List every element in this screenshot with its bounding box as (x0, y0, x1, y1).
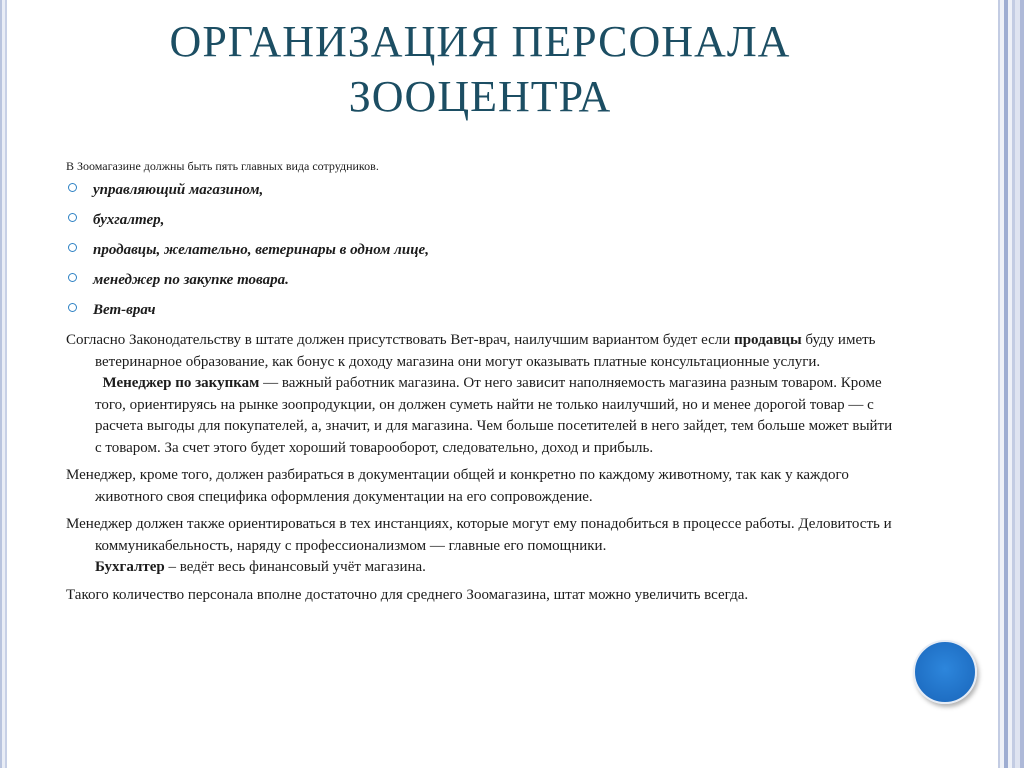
paragraph-text: буду иметь ветеринарное образование, как бонус к доходу магазина они могут оказывать платные консультационные услуги. (95, 332, 876, 370)
decorative-blue-circle (913, 640, 977, 704)
role-item (66, 300, 896, 320)
paragraph-text: – ведёт весь финансовый учёт магазина. (164, 559, 426, 575)
circle-bullet-icon (68, 243, 77, 252)
roles-list (66, 180, 896, 320)
title-line-1: ОРГАНИЗАЦИЯ ПЕРСОНАЛА (169, 17, 791, 66)
paragraph-manager-instances (66, 514, 896, 579)
circle-bullet-icon (68, 213, 77, 222)
role-item-label: бухгалтер, (93, 212, 165, 228)
role-item-label: продавцы, желательно, ветеринары в одном лице, (93, 242, 429, 258)
role-item (66, 240, 896, 260)
role-item (66, 270, 896, 290)
bold-term-purchasing-manager: Менеджер по закупкам (102, 375, 260, 391)
right-decorative-stripes (984, 0, 1024, 768)
intro-text: В Зоомагазине должны быть пять главных вида сотрудников. (66, 159, 379, 173)
paragraph-vet-and-sellers (66, 330, 896, 459)
role-item-label: управляющий магазином, (93, 182, 264, 198)
role-item-label: менеджер по закупке товара. (93, 272, 289, 288)
circle-bullet-icon (68, 183, 77, 192)
role-item (66, 210, 896, 230)
paragraph-text: Менеджер должен также ориентироваться в тех инстанциях, которые могут ему понадобиться в процессе работы. Деловитость и коммуникабельность, наряду с профессионализмом — главные его помощники. (66, 516, 892, 554)
role-item (66, 180, 896, 200)
bold-term-sellers: продавцы (734, 332, 802, 348)
paragraph-manager-documentation: Менеджер, кроме того, должен разбираться в документации общей и конкретно по каждому животному, так как у каждого животного своя специфика оформления документации на его сопровождение. (66, 467, 849, 505)
left-decorative-border (0, 0, 10, 768)
paragraph-text: Согласно Законодательству в штате должен присутствовать Вет-врач, наилучшим вариантом будет если (66, 332, 735, 348)
paragraph-text: — важный работник магазина. От него зависит наполняемость магазина разным товаром. Кроме того, ориентируясь на рынке зоопродукции, он должен суметь найти не только наилучший, но и менее дорогой товар — с расчета выгоды для покупателей, а, значит, и для магазина. Чем больше посетителей в него зайдет, тем больше может выйти с товаром. За счет этого будет хороший товарооборот, следовательно, доход и прибыль. (95, 375, 893, 456)
slide-content (66, 158, 896, 606)
role-item-label: Вет-врач (93, 302, 156, 318)
title-line-2: ЗООЦЕНТРА (348, 72, 612, 121)
bold-term-accountant: Бухгалтер (95, 559, 165, 575)
slide-title (70, 14, 890, 124)
circle-bullet-icon (68, 303, 77, 312)
paragraph-conclusion: Такого количество персонала вполне достаточно для среднего Зоомагазина, штат можно увеличить всегда. (66, 586, 749, 603)
circle-bullet-icon (68, 273, 77, 282)
